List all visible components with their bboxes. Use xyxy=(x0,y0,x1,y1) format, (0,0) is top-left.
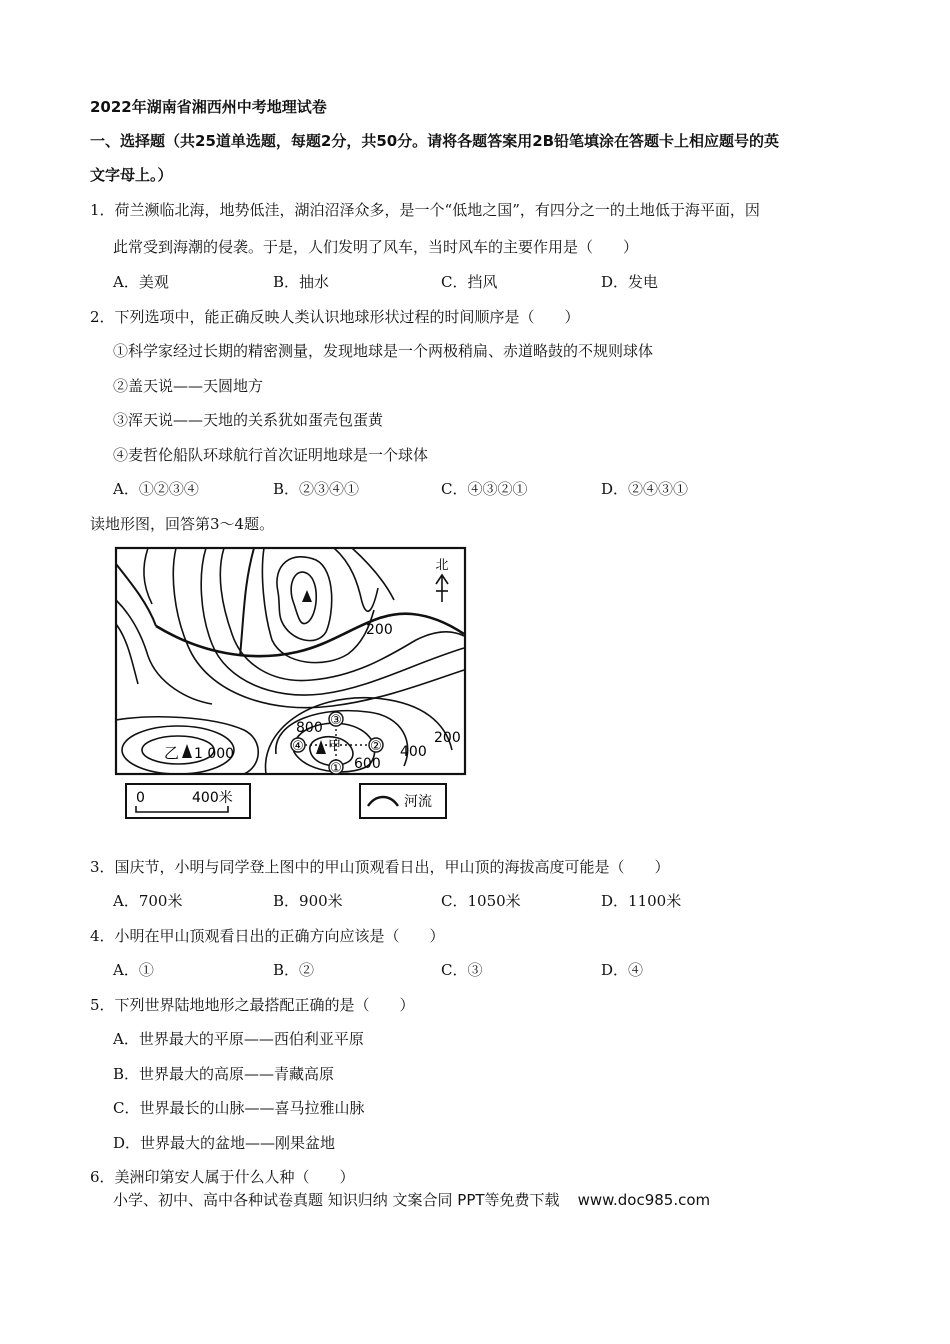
q1-option-d[interactable]: D．发电 xyxy=(601,273,659,291)
contour-lines-south xyxy=(116,698,452,774)
river-legend-icon xyxy=(368,797,398,806)
peak-yi-elevation: 1 000 xyxy=(194,746,235,762)
q2-option-c[interactable]: C．④③②① xyxy=(441,480,528,498)
mountain-peak-icon-north xyxy=(302,590,312,602)
legend-river-label: 河流 xyxy=(404,794,432,810)
q3-option-a[interactable]: A．700米 xyxy=(113,892,183,910)
exam-title: 2022年湖南省湘西州中考地理试卷 xyxy=(90,98,327,116)
q2-item-1: ①科学家经过长期的精密测量，发现地球是一个两极稍扁、赤道略鼓的不规则球体 xyxy=(113,342,654,360)
q1-text-line2: 此常受到海潮的侵袭。于是，人们发明了风车，当时风车的主要作用是（ ） xyxy=(113,238,639,256)
elevation-labels xyxy=(164,622,461,772)
contour-label-800: 800 xyxy=(296,720,323,736)
direction-3: ③ xyxy=(330,713,342,728)
q4-option-a[interactable]: A．① xyxy=(113,961,154,979)
north-arrow-icon xyxy=(436,575,448,602)
q2-options xyxy=(113,479,853,499)
q4-option-c[interactable]: C．③ xyxy=(441,961,483,979)
q1-text-line1: 1．荷兰濒临北海，地势低洼，湖泊沼泽众多，是一个“低地之国”，有四分之一的土地低于海平面，因 xyxy=(90,201,760,219)
footer-text: 小学、初中、高中各种试卷真题 知识归纳 文案合同 PPT等免费下载 xyxy=(113,1191,560,1209)
river-branch-1 xyxy=(240,548,254,656)
q2-item-3: ③浑天说——天地的关系犹如蛋壳包蛋黄 xyxy=(113,411,384,429)
q4-text-line1: 4．小明在甲山顶观看日出的正确方向应该是（ ） xyxy=(90,927,445,945)
topographic-map xyxy=(112,544,472,826)
q5-option-a[interactable]: A．世界最大的平原——西伯利亚平原 xyxy=(113,1030,364,1048)
direction-4: ④ xyxy=(292,739,304,754)
section-header-line1: 一、选择题（共25道单选题，每题2分，共50分。请将各题答案用2B铅笔填涂在答题卡上相应题号的英 xyxy=(90,132,780,150)
direction-1: ① xyxy=(330,761,342,776)
scale-zero: 0 xyxy=(136,790,145,806)
peak-jia-label: 甲 xyxy=(328,739,342,754)
q1-option-a[interactable]: A．美观 xyxy=(113,273,169,291)
q1-option-c[interactable]: C．挡风 xyxy=(441,273,498,291)
q5-option-d[interactable]: D．世界最大的盆地——刚果盆地 xyxy=(113,1134,336,1152)
page-footer xyxy=(113,1189,710,1210)
contour-label-400: 400 xyxy=(400,744,427,760)
q5-text-line1: 5．下列世界陆地地形之最搭配正确的是（ ） xyxy=(90,996,415,1014)
mountain-peak-icon-yi xyxy=(182,744,192,758)
footer-site-link[interactable]: www.doc985.com xyxy=(577,1191,711,1209)
q1-options xyxy=(113,272,853,292)
q3-option-c[interactable]: C．1050米 xyxy=(441,892,521,910)
q2-option-a[interactable]: A．①②③④ xyxy=(113,480,199,498)
q3-option-d[interactable]: D．1100米 xyxy=(601,892,682,910)
q2-item-2: ②盖天说——天圆地方 xyxy=(113,377,264,395)
mountain-peak-icon-jia xyxy=(316,740,326,754)
q2-item-4: ④麦哲伦船队环球航行首次证明地球是一个球体 xyxy=(113,446,429,464)
q3-options xyxy=(113,891,853,911)
q2-option-d[interactable]: D．②④③① xyxy=(601,480,689,498)
contour-label-200-right: 200 xyxy=(434,730,461,746)
contour-label-600: 600 xyxy=(354,756,381,772)
q2-text-line1: 2．下列选项中，能正确反映人类认识地球形状过程的时间顺序是（ ） xyxy=(90,308,580,326)
scale-bar-icon xyxy=(136,806,228,812)
map-intro: 读地形图，回答第3～4题。 xyxy=(90,515,275,533)
section-header-line2: 文字母上。） xyxy=(90,166,173,184)
q4-options xyxy=(113,960,853,980)
map-frame xyxy=(116,548,465,774)
q5-option-c[interactable]: C．世界最长的山脉——喜马拉雅山脉 xyxy=(113,1099,365,1117)
contour-label-200-top: 200 xyxy=(366,622,393,638)
direction-2: ② xyxy=(370,739,382,754)
q6-text-line1: 6．美洲印第安人属于什么人种（ ） xyxy=(90,1168,355,1186)
river-branch-2 xyxy=(116,564,156,626)
north-label: 北 xyxy=(435,558,449,573)
q4-option-d[interactable]: D．④ xyxy=(601,961,644,979)
q3-option-b[interactable]: B．900米 xyxy=(273,892,343,910)
q1-option-b[interactable]: B．抽水 xyxy=(273,273,330,291)
q4-option-b[interactable]: B．② xyxy=(273,961,315,979)
q3-text-line1: 3．国庆节，小明与同学登上图中的甲山顶观看日出，甲山顶的海拔高度可能是（ ） xyxy=(90,858,670,876)
peak-yi-label: 乙 xyxy=(164,744,180,762)
q2-option-b[interactable]: B．②③④① xyxy=(273,480,360,498)
q5-option-b[interactable]: B．世界最大的高原——青藏高原 xyxy=(113,1065,335,1083)
scale-label: 400米 xyxy=(192,790,233,806)
contour-lines-north xyxy=(116,548,464,708)
